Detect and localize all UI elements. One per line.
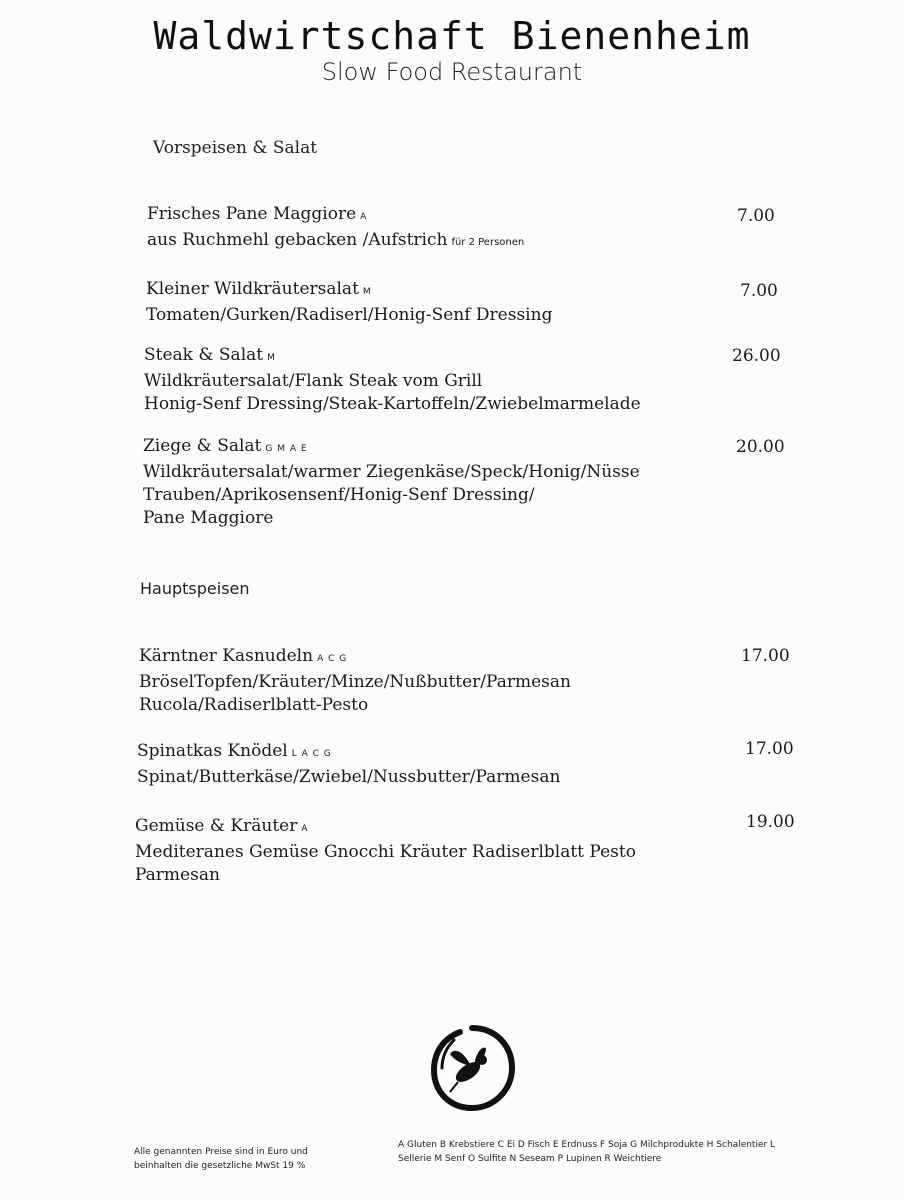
price-note-line: beinhalten die gesetzliche MwSt 19 % bbox=[134, 1161, 306, 1171]
item-price: 20.00 bbox=[736, 437, 785, 457]
item-description: BröselTopfen/Kräuter/Minze/Nußbutter/Parmesan bbox=[139, 672, 571, 692]
item-description: Honig-Senf Dressing/Steak-Kartoffeln/Zwiebelmarmelade bbox=[144, 394, 641, 414]
allergen-legend-line: A Gluten B Krebstiere C Ei D Fisch E Erdnuss F Soja G Milchprodukte H Schalentier L bbox=[398, 1140, 776, 1150]
item-note: für 2 Personen bbox=[451, 237, 525, 248]
item-name: Frisches Pane Maggiore bbox=[147, 204, 357, 224]
item-allergens: M bbox=[267, 353, 276, 363]
item-description: Trauben/Aprikosensenf/Honig-Senf Dressing/ bbox=[143, 485, 535, 505]
item-price: 7.00 bbox=[737, 206, 775, 226]
item-allergens: A C G bbox=[317, 654, 348, 664]
item-name: Steak & Salat bbox=[144, 345, 264, 365]
item-description: Parmesan bbox=[135, 865, 220, 885]
item-description: Mediteranes Gemüse Gnocchi Kräuter Radiserlblatt Pesto bbox=[135, 842, 636, 862]
item-name: Ziege & Salat bbox=[143, 436, 262, 456]
item-price: 17.00 bbox=[741, 646, 790, 666]
item-description: Tomaten/Gurken/Radiserl/Honig-Senf Dressing bbox=[146, 305, 553, 325]
price-note bbox=[134, 1145, 308, 1173]
item-description: Wildkräutersalat/warmer Ziegenkäse/Speck/Honig/Nüsse bbox=[143, 462, 640, 482]
item-allergens: M bbox=[362, 287, 372, 297]
menu-item bbox=[143, 435, 640, 530]
menu-item bbox=[139, 645, 571, 717]
section-heading-starters: Vorspeisen & Salat bbox=[153, 138, 318, 158]
menu-item bbox=[137, 740, 560, 789]
item-name: Spinatkas Knödel bbox=[137, 741, 288, 761]
item-description: Pane Maggiore bbox=[143, 508, 274, 528]
menu-item bbox=[144, 344, 641, 416]
allergen-legend bbox=[398, 1138, 775, 1166]
item-allergens: L A C G bbox=[291, 749, 332, 759]
restaurant-title: Waldwirtschaft Bienenheim bbox=[153, 14, 751, 58]
menu-item bbox=[147, 203, 524, 254]
section-heading-mains: Hauptspeisen bbox=[140, 579, 250, 598]
item-price: 17.00 bbox=[745, 739, 794, 759]
price-note-line: Alle genannten Preise sind in Euro und bbox=[134, 1147, 308, 1157]
item-price: 7.00 bbox=[740, 281, 778, 301]
restaurant-subtitle: Slow Food Restaurant bbox=[321, 58, 583, 86]
item-description: aus Ruchmehl gebacken /Aufstrich bbox=[147, 230, 448, 250]
item-description: Rucola/Radiserlblatt-Pesto bbox=[139, 695, 369, 715]
item-description: Wildkräutersalat/Flank Steak vom Grill bbox=[144, 371, 483, 391]
item-name: Gemüse & Kräuter bbox=[135, 816, 298, 836]
item-name: Kleiner Wildkräutersalat bbox=[146, 279, 359, 299]
item-price: 19.00 bbox=[746, 812, 795, 832]
item-name: Kärntner Kasnudeln bbox=[139, 646, 314, 666]
menu-item bbox=[146, 278, 552, 327]
item-allergens: A bbox=[360, 212, 368, 222]
item-price: 26.00 bbox=[732, 346, 781, 366]
item-description: Spinat/Butterkäse/Zwiebel/Nussbutter/Parmesan bbox=[137, 767, 561, 787]
item-allergens: G M A E bbox=[265, 444, 308, 454]
allergen-legend-line: Sellerie M Senf O Sulfite N Seseam P Lupinen R Weichtiere bbox=[398, 1154, 662, 1164]
menu-item bbox=[135, 815, 636, 887]
item-allergens: A bbox=[301, 824, 309, 834]
bee-in-circle-icon bbox=[424, 1020, 520, 1116]
